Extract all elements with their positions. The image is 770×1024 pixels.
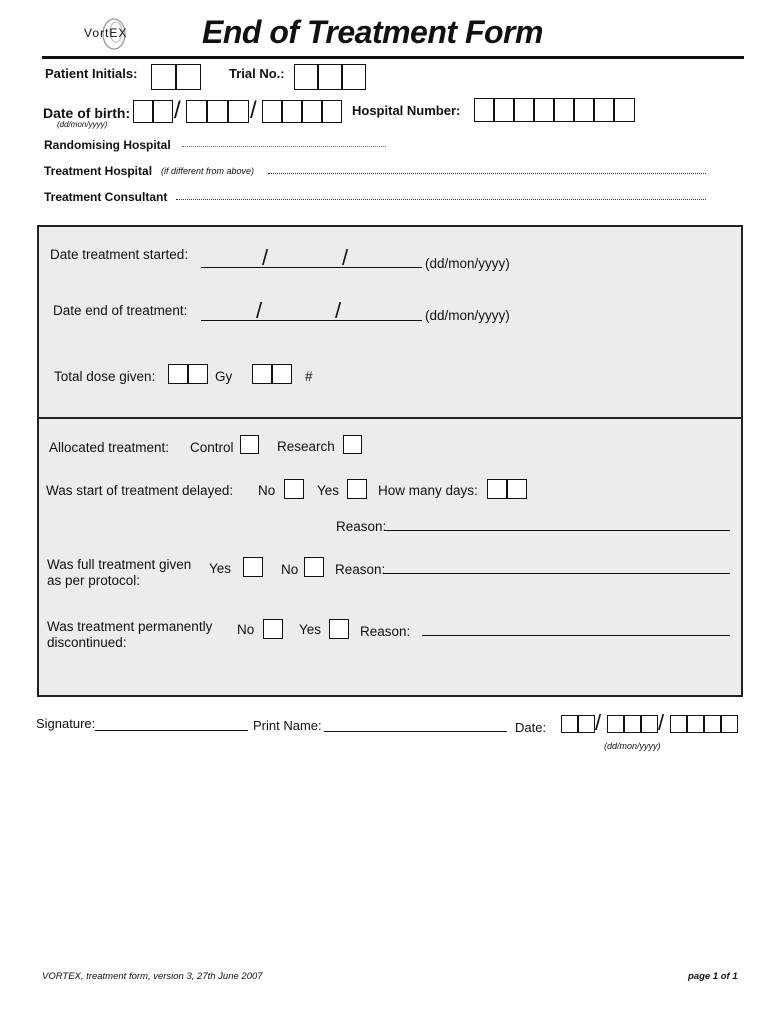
delayed-yes-checkbox[interactable] [347,479,367,499]
trial-no-box-3[interactable] [342,64,366,90]
treatment-hospital-note: (if different from above) [161,166,255,176]
delay-reason-label: Reason: [336,519,387,534]
footer-version: VORTEX, treatment form, version 3, 27th June 2007 [42,971,263,982]
fractions-box-2[interactable] [272,364,292,384]
perm-discontinued-label-1: Was treatment permanently [47,619,213,634]
sig-date-year-box-1[interactable] [670,715,687,733]
hospital-number-box-5[interactable] [554,98,574,122]
print-name-label: Print Name: [253,718,322,733]
dob-day-box-2[interactable] [153,100,173,123]
total-dose-box-2[interactable] [188,364,208,384]
delayed-yes-label: Yes [317,483,340,498]
randomising-hospital-field[interactable] [182,146,386,147]
trial-no-box-1[interactable] [294,64,318,90]
footer-page-number: page 1 of 1 [688,971,738,982]
patient-initials-box-1[interactable] [151,64,176,90]
gy-unit: Gy [215,369,233,384]
dob-year-box-4[interactable] [322,100,342,123]
date-started-field[interactable] [201,267,422,268]
page-title: End of Treatment Form [202,14,543,50]
sig-date-format-hint: (dd/mon/yyyy) [604,741,661,751]
treatment-hospital-label: Treatment Hospital [44,164,153,178]
perm-discontinued-no-label: No [237,622,255,637]
fractions-box-1[interactable] [252,364,272,384]
full-treatment-label-1: Was full treatment given [47,557,192,572]
sig-date-year-box-3[interactable] [704,715,721,733]
treatment-consultant-label: Treatment Consultant [44,190,168,204]
dob-year-box-1[interactable] [262,100,282,123]
perm-discontinued-yes-checkbox[interactable] [329,619,349,639]
hospital-number-box-7[interactable] [594,98,614,122]
signature-date-label: Date: [515,720,547,735]
randomising-hospital-label: Randomising Hospital [44,138,171,152]
delayed-label: Was start of treatment delayed: [46,483,234,498]
dob-mon-box-1[interactable] [186,100,207,123]
delay-reason-field[interactable] [384,530,730,531]
research-checkbox[interactable] [343,435,362,454]
sig-date-mon-box-3[interactable] [641,715,658,733]
days-box-1[interactable] [487,479,507,499]
allocated-treatment-label: Allocated treatment: [49,440,170,455]
perm-discontinued-no-checkbox[interactable] [263,619,283,639]
hospital-number-box-1[interactable] [474,98,494,122]
date-end-slash-2: / [335,298,342,323]
date-end-field[interactable] [201,320,422,321]
date-end-format: (dd/mon/yyyy) [425,308,510,323]
full-treatment-yes-label: Yes [209,561,232,576]
dob-slash-1: / [174,97,181,124]
title-rule [42,56,744,59]
trial-no-box-2[interactable] [318,64,342,90]
date-started-slash-2: / [342,245,349,270]
treatment-consultant-field[interactable] [176,199,706,200]
control-checkbox[interactable] [240,435,259,454]
fractions-hash: # [305,369,313,384]
hospital-number-box-2[interactable] [494,98,514,122]
sig-date-year-box-2[interactable] [687,715,704,733]
full-treatment-reason-field[interactable] [384,573,730,574]
sig-date-day-box-1[interactable] [561,715,578,733]
dob-slash-2: / [250,97,257,124]
date-of-birth-label: Date of birth: [43,105,131,121]
full-treatment-yes-checkbox[interactable] [243,557,263,577]
sig-date-day-box-2[interactable] [578,715,595,733]
date-end-label: Date end of treatment: [53,303,188,318]
signature-label: Signature: [36,716,96,731]
trial-no-label: Trial No.: [229,66,285,81]
dob-year-box-3[interactable] [302,100,322,123]
full-treatment-label-2: as per protocol: [47,573,141,588]
dob-day-box-1[interactable] [133,100,153,123]
research-label: Research [277,439,335,454]
patient-initials-box-2[interactable] [176,64,201,90]
full-treatment-no-checkbox[interactable] [304,557,324,577]
hospital-number-label: Hospital Number: [352,103,461,118]
how-many-days-label: How many days: [378,483,478,498]
hospital-number-box-6[interactable] [574,98,594,122]
treatment-hospital-field[interactable] [268,173,706,174]
date-started-label: Date treatment started: [50,247,189,262]
sig-date-mon-box-1[interactable] [607,715,624,733]
perm-discontinued-yes-label: Yes [299,622,322,637]
logo-text: VortEX [84,26,128,40]
full-treatment-reason-label: Reason: [335,562,386,577]
dob-mon-box-2[interactable] [207,100,228,123]
total-dose-label: Total dose given: [54,369,156,384]
hospital-number-box-3[interactable] [514,98,534,122]
dob-format-hint: (dd/mon/yyyy) [57,120,108,129]
delayed-no-checkbox[interactable] [284,479,304,499]
dob-year-box-2[interactable] [282,100,302,123]
sig-date-slash-1: / [595,710,602,735]
dob-mon-box-3[interactable] [228,100,249,123]
date-end-slash-1: / [256,298,263,323]
hospital-number-box-4[interactable] [534,98,554,122]
print-name-field[interactable] [324,731,507,732]
patient-initials-label: Patient Initials: [45,66,138,81]
hospital-number-box-8[interactable] [614,98,635,122]
perm-discontinued-reason-field[interactable] [422,635,730,636]
perm-discontinued-reason-label: Reason: [360,624,411,639]
signature-field[interactable] [95,730,248,731]
days-box-2[interactable] [507,479,527,499]
full-treatment-no-label: No [281,562,299,577]
date-started-format: (dd/mon/yyyy) [425,256,510,271]
sig-date-slash-2: / [658,710,665,735]
sig-date-year-box-4[interactable] [721,715,738,733]
total-dose-box-1[interactable] [168,364,188,384]
date-started-slash-1: / [262,245,269,270]
control-label: Control [190,440,234,455]
delayed-no-label: No [258,483,276,498]
perm-discontinued-label-2: discontinued: [47,635,127,650]
sig-date-mon-box-2[interactable] [624,715,641,733]
